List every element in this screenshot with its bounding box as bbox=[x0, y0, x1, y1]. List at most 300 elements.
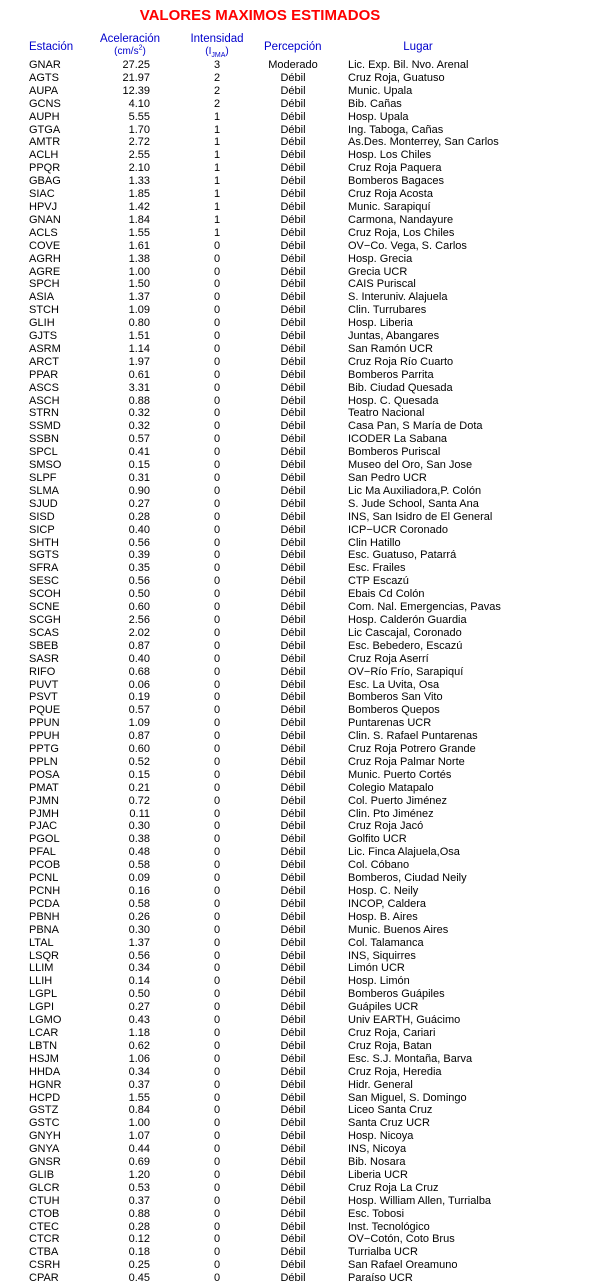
cell-estacion: GNAR bbox=[29, 59, 61, 71]
cell-intensidad: 0 bbox=[213, 859, 221, 872]
cell-lugar: INS, Nicoya bbox=[348, 1143, 407, 1156]
cell-intensidad: 0 bbox=[213, 1026, 221, 1039]
table-row bbox=[0, 872, 590, 885]
cell-aceleracion: 0.34 bbox=[128, 962, 150, 975]
cell-estacion: SGTS bbox=[29, 549, 59, 562]
cell-percepcion: Débil bbox=[280, 1065, 306, 1078]
cell-intensidad: 1 bbox=[213, 136, 221, 149]
cell-aceleracion: 0.16 bbox=[128, 885, 150, 897]
cell-lugar: Bib. Cañas bbox=[348, 97, 402, 110]
cell-percepcion: Débil bbox=[280, 691, 306, 704]
cell-estacion: CTUH bbox=[29, 1194, 60, 1207]
cell-lugar: Liberia UCR bbox=[348, 1168, 408, 1181]
table-row bbox=[0, 330, 590, 343]
table-row bbox=[0, 72, 590, 85]
cell-percepcion: Débil bbox=[280, 897, 306, 910]
cell-lugar: Inst. Tecnológico bbox=[348, 1220, 430, 1233]
table-row bbox=[0, 1079, 590, 1092]
cell-estacion: SCNE bbox=[29, 601, 60, 614]
table-row bbox=[0, 562, 590, 575]
cell-aceleracion: 3.31 bbox=[128, 381, 150, 394]
table-row bbox=[0, 666, 590, 679]
cell-percepcion: Débil bbox=[280, 110, 306, 123]
cell-aceleracion: 0.37 bbox=[128, 1194, 150, 1207]
table-row bbox=[0, 369, 590, 382]
unit-sub: JMA bbox=[211, 52, 226, 59]
cell-estacion: PCNL bbox=[29, 872, 59, 885]
cell-aceleracion: 1.50 bbox=[128, 278, 150, 291]
table-row bbox=[0, 653, 590, 666]
cell-lugar: Bib. Nosara bbox=[348, 1156, 406, 1169]
cell-intensidad: 0 bbox=[213, 317, 221, 330]
table-row bbox=[0, 227, 590, 240]
cell-aceleracion: 0.53 bbox=[128, 1181, 150, 1194]
cell-percepcion: Débil bbox=[280, 1220, 306, 1233]
table-row bbox=[0, 1092, 590, 1105]
cell-percepcion: Débil bbox=[280, 820, 306, 833]
cell-intensidad: 0 bbox=[213, 433, 221, 446]
cell-percepcion: Débil bbox=[280, 446, 306, 459]
cell-estacion: LLIH bbox=[29, 975, 53, 988]
cell-percepcion: Débil bbox=[280, 1014, 306, 1027]
table-row bbox=[0, 420, 590, 433]
cell-percepcion: Débil bbox=[280, 872, 306, 885]
cell-percepcion: Débil bbox=[280, 149, 306, 162]
cell-estacion: LCAR bbox=[29, 1026, 59, 1039]
table-row bbox=[0, 769, 590, 782]
cell-estacion: PPUH bbox=[29, 730, 60, 743]
header-aceleracion-unit bbox=[85, 46, 175, 58]
cell-estacion: SCAS bbox=[29, 626, 59, 639]
cell-aceleracion: 0.45 bbox=[128, 1272, 150, 1285]
cell-intensidad: 0 bbox=[213, 755, 221, 768]
cell-intensidad: 0 bbox=[213, 291, 221, 304]
cell-percepcion: Moderado bbox=[268, 59, 318, 71]
cell-percepcion: Débil bbox=[280, 472, 306, 484]
cell-percepcion: Débil bbox=[280, 355, 306, 368]
cell-percepcion: Débil bbox=[280, 846, 306, 859]
table-row bbox=[0, 833, 590, 846]
cell-lugar: As.Des. Monterrey, San Carlos bbox=[348, 136, 499, 149]
header-intensidad bbox=[172, 33, 262, 58]
table-row bbox=[0, 266, 590, 279]
cell-lugar: Ebais Cd Colón bbox=[348, 588, 425, 601]
cell-intensidad: 0 bbox=[213, 562, 221, 575]
cell-estacion: LSQR bbox=[29, 949, 59, 962]
table-row bbox=[0, 1104, 590, 1117]
cell-lugar: Cruz Roja La Cruz bbox=[348, 1181, 439, 1194]
cell-estacion: GLIH bbox=[29, 317, 55, 330]
cell-percepcion: Débil bbox=[280, 394, 306, 407]
cell-aceleracion: 1.20 bbox=[128, 1168, 150, 1181]
cell-estacion: PPLN bbox=[29, 755, 58, 768]
cell-estacion: CTOB bbox=[29, 1207, 60, 1220]
cell-percepcion: Débil bbox=[280, 175, 306, 188]
cell-percepcion: Débil bbox=[280, 949, 306, 962]
cell-lugar: Munic. Sarapiquí bbox=[348, 200, 431, 213]
cell-aceleracion: 1.33 bbox=[128, 175, 150, 188]
table-row bbox=[0, 691, 590, 704]
cell-lugar: Bomberos Parrita bbox=[348, 368, 434, 381]
cell-intensidad: 0 bbox=[213, 1272, 221, 1285]
table-row bbox=[0, 85, 590, 98]
cell-intensidad: 0 bbox=[213, 1039, 221, 1052]
cell-estacion: CTCR bbox=[29, 1233, 60, 1246]
table-row bbox=[0, 1169, 590, 1182]
cell-lugar: Munic. Upala bbox=[348, 84, 413, 97]
unit-part: ) bbox=[225, 46, 229, 57]
cell-intensidad: 0 bbox=[213, 897, 221, 910]
table-row bbox=[0, 304, 590, 317]
cell-aceleracion: 0.28 bbox=[128, 510, 150, 523]
cell-estacion: ASCH bbox=[29, 394, 60, 407]
cell-percepcion: Débil bbox=[280, 330, 306, 343]
cell-intensidad: 1 bbox=[213, 188, 221, 201]
cell-percepcion: Débil bbox=[280, 678, 306, 691]
cell-percepcion: Débil bbox=[280, 342, 306, 355]
table-row bbox=[0, 846, 590, 859]
table-row bbox=[0, 1156, 590, 1169]
table-row bbox=[0, 240, 590, 253]
cell-intensidad: 0 bbox=[213, 1246, 221, 1259]
table-row bbox=[0, 962, 590, 975]
cell-intensidad: 3 bbox=[213, 59, 221, 71]
cell-intensidad: 1 bbox=[213, 213, 221, 226]
cell-lugar: Santa Cruz UCR bbox=[348, 1117, 430, 1130]
cell-percepcion: Débil bbox=[280, 730, 306, 743]
cell-aceleracion: 0.35 bbox=[128, 562, 150, 575]
cell-lugar: Esc. Bebedero, Escazú bbox=[348, 639, 463, 652]
cell-percepcion: Débil bbox=[280, 188, 306, 201]
cell-lugar: Golfito UCR bbox=[348, 833, 407, 846]
cell-percepcion: Débil bbox=[280, 562, 306, 575]
table-row bbox=[0, 511, 590, 524]
table-row bbox=[0, 524, 590, 537]
cell-percepcion: Débil bbox=[280, 71, 306, 84]
cell-percepcion: Débil bbox=[280, 665, 306, 678]
cell-estacion: RIFO bbox=[29, 665, 56, 678]
header-aceleracion-label: Aceleración bbox=[99, 33, 161, 45]
cell-percepcion: Débil bbox=[280, 1272, 306, 1285]
cell-aceleracion: 0.18 bbox=[128, 1246, 150, 1259]
cell-aceleracion: 0.90 bbox=[128, 484, 150, 497]
cell-estacion: SPCH bbox=[29, 278, 60, 291]
cell-lugar: Com. Nal. Emergencias, Pavas bbox=[348, 601, 501, 614]
cell-estacion: PUVT bbox=[29, 678, 59, 691]
cell-percepcion: Débil bbox=[280, 962, 306, 975]
table-row bbox=[0, 278, 590, 291]
cell-lugar: CTP Escazú bbox=[348, 575, 409, 588]
cell-aceleracion: 2.02 bbox=[128, 626, 150, 639]
cell-aceleracion: 0.87 bbox=[128, 639, 150, 652]
cell-intensidad: 0 bbox=[213, 885, 221, 897]
cell-estacion: HSJM bbox=[29, 1052, 59, 1065]
cell-percepcion: Débil bbox=[280, 859, 306, 872]
cell-aceleracion: 0.37 bbox=[128, 1078, 150, 1091]
table-row bbox=[0, 640, 590, 653]
cell-lugar: Lic. Exp. Bil. Nvo. Arenal bbox=[348, 59, 469, 71]
cell-lugar: Hosp. Nicoya bbox=[348, 1130, 414, 1143]
cell-intensidad: 0 bbox=[213, 639, 221, 652]
table-row bbox=[0, 1040, 590, 1053]
cell-aceleracion: 1.37 bbox=[128, 936, 150, 949]
cell-intensidad: 0 bbox=[213, 407, 221, 420]
cell-intensidad: 0 bbox=[213, 1104, 221, 1117]
cell-percepcion: Débil bbox=[280, 407, 306, 420]
cell-lugar: Hosp. Calderón Guardia bbox=[348, 613, 467, 626]
cell-estacion: LGMO bbox=[29, 1014, 62, 1027]
cell-lugar: Col. Talamanca bbox=[348, 936, 424, 949]
cell-aceleracion: 0.30 bbox=[128, 923, 150, 936]
cell-percepcion: Débil bbox=[280, 652, 306, 665]
cell-estacion: GBAG bbox=[29, 175, 61, 188]
cell-percepcion: Débil bbox=[280, 781, 306, 794]
cell-percepcion: Débil bbox=[280, 213, 306, 226]
cell-lugar: Cruz Roja, Heredia bbox=[348, 1065, 442, 1078]
unit-part: (cm/s bbox=[114, 46, 139, 57]
cell-lugar: Bomberos Guápiles bbox=[348, 988, 445, 1001]
table-row bbox=[0, 291, 590, 304]
cell-intensidad: 0 bbox=[213, 872, 221, 885]
cell-intensidad: 0 bbox=[213, 678, 221, 691]
cell-intensidad: 0 bbox=[213, 1001, 221, 1014]
cell-estacion: PFAL bbox=[29, 846, 56, 859]
cell-aceleracion: 0.26 bbox=[128, 910, 150, 923]
cell-estacion: LGPL bbox=[29, 988, 58, 1001]
cell-lugar: Cruz Roja, Cariari bbox=[348, 1026, 436, 1039]
table-row bbox=[0, 782, 590, 795]
cell-estacion: GNAN bbox=[29, 213, 61, 226]
table-row bbox=[0, 601, 590, 614]
cell-estacion: PQUE bbox=[29, 704, 61, 717]
cell-percepcion: Débil bbox=[280, 381, 306, 394]
table-row bbox=[0, 1195, 590, 1208]
cell-lugar: Col. Cóbano bbox=[348, 859, 410, 872]
cell-intensidad: 0 bbox=[213, 846, 221, 859]
table-row bbox=[0, 575, 590, 588]
cell-estacion: SESC bbox=[29, 575, 59, 588]
cell-lugar: Limón UCR bbox=[348, 962, 405, 975]
cell-lugar: Hosp. C. Neily bbox=[348, 885, 419, 897]
cell-estacion: HGNR bbox=[29, 1078, 62, 1091]
cell-aceleracion: 0.72 bbox=[128, 794, 150, 807]
cell-aceleracion: 0.84 bbox=[128, 1104, 150, 1117]
table-row bbox=[0, 1130, 590, 1143]
cell-percepcion: Débil bbox=[280, 484, 306, 497]
cell-estacion: GCNS bbox=[29, 97, 61, 110]
cell-intensidad: 0 bbox=[213, 265, 221, 278]
cell-lugar: San Ramón UCR bbox=[348, 342, 433, 355]
cell-intensidad: 0 bbox=[213, 252, 221, 265]
cell-lugar: Grecia UCR bbox=[348, 265, 408, 278]
cell-aceleracion: 1.84 bbox=[128, 213, 150, 226]
table-row bbox=[0, 627, 590, 640]
cell-lugar: OV−Río Frío, Sarapiquí bbox=[348, 665, 464, 678]
cell-estacion: PJMN bbox=[29, 794, 59, 807]
cell-estacion: AMTR bbox=[29, 136, 61, 149]
cell-lugar: Hosp. Los Chiles bbox=[348, 149, 432, 162]
cell-percepcion: Débil bbox=[280, 200, 306, 213]
cell-aceleracion: 21.97 bbox=[122, 71, 150, 84]
cell-estacion: LTAL bbox=[29, 936, 54, 949]
cell-aceleracion: 0.12 bbox=[128, 1233, 150, 1246]
table-row bbox=[0, 885, 590, 898]
cell-estacion: PJAC bbox=[29, 820, 58, 833]
cell-aceleracion: 1.61 bbox=[128, 239, 150, 252]
cell-estacion: GLCR bbox=[29, 1181, 60, 1194]
cell-aceleracion: 2.56 bbox=[128, 613, 150, 626]
table-row bbox=[0, 911, 590, 924]
cell-intensidad: 0 bbox=[213, 1052, 221, 1065]
cell-lugar: Museo del Oro, San Jose bbox=[348, 459, 473, 472]
cell-aceleracion: 0.62 bbox=[128, 1039, 150, 1052]
cell-aceleracion: 0.58 bbox=[128, 859, 150, 872]
cell-aceleracion: 1.42 bbox=[128, 200, 150, 213]
table-row bbox=[0, 1014, 590, 1027]
table-row bbox=[0, 950, 590, 963]
cell-lugar: Lic Cascajal, Coronado bbox=[348, 626, 462, 639]
cell-intensidad: 0 bbox=[213, 497, 221, 510]
cell-intensidad: 1 bbox=[213, 149, 221, 162]
cell-lugar: Guápiles UCR bbox=[348, 1001, 419, 1014]
cell-estacion: SISD bbox=[29, 510, 55, 523]
cell-percepcion: Débil bbox=[280, 743, 306, 756]
cell-aceleracion: 0.69 bbox=[128, 1156, 150, 1169]
table-row bbox=[0, 149, 590, 162]
cell-estacion: AUPH bbox=[29, 110, 60, 123]
cell-lugar: Clin. Turrubares bbox=[348, 304, 427, 317]
table-row bbox=[0, 459, 590, 472]
unit-sup: 2 bbox=[138, 44, 143, 52]
cell-intensidad: 0 bbox=[213, 484, 221, 497]
cell-lugar: Teatro Nacional bbox=[348, 407, 425, 420]
cell-aceleracion: 0.87 bbox=[128, 730, 150, 743]
cell-percepcion: Débil bbox=[280, 1207, 306, 1220]
table-row bbox=[0, 1221, 590, 1234]
cell-aceleracion: 2.10 bbox=[128, 162, 150, 175]
cell-aceleracion: 0.57 bbox=[128, 433, 150, 446]
cell-aceleracion: 0.15 bbox=[128, 768, 150, 781]
cell-estacion: SCOH bbox=[29, 588, 61, 601]
header-estacion: Estación bbox=[29, 41, 74, 53]
cell-estacion: AGRH bbox=[29, 252, 61, 265]
cell-aceleracion: 0.57 bbox=[128, 704, 150, 717]
table-row bbox=[0, 1246, 590, 1259]
cell-lugar: Cruz Roja, Batan bbox=[348, 1039, 432, 1052]
cell-intensidad: 0 bbox=[213, 1233, 221, 1246]
cell-aceleracion: 1.70 bbox=[128, 123, 150, 136]
cell-aceleracion: 1.37 bbox=[128, 291, 150, 304]
cell-estacion: CTEC bbox=[29, 1220, 59, 1233]
cell-percepcion: Débil bbox=[280, 1156, 306, 1169]
cell-lugar: S. Jude School, Santa Ana bbox=[348, 497, 479, 510]
cell-percepcion: Débil bbox=[280, 1001, 306, 1014]
cell-aceleracion: 0.27 bbox=[128, 1001, 150, 1014]
cell-intensidad: 0 bbox=[213, 936, 221, 949]
cell-estacion: SLMA bbox=[29, 484, 59, 497]
header-percepcion: Percepción bbox=[264, 41, 322, 53]
table-row bbox=[0, 1066, 590, 1079]
table-row bbox=[0, 717, 590, 730]
cell-estacion: PGOL bbox=[29, 833, 60, 846]
table-row bbox=[0, 356, 590, 369]
cell-lugar: CAIS Puriscal bbox=[348, 278, 416, 291]
table-row bbox=[0, 407, 590, 420]
cell-intensidad: 0 bbox=[213, 510, 221, 523]
cell-lugar: Puntarenas UCR bbox=[348, 717, 432, 730]
cell-aceleracion: 0.80 bbox=[128, 317, 150, 330]
cell-intensidad: 1 bbox=[213, 162, 221, 175]
cell-lugar: Paraíso UCR bbox=[348, 1272, 413, 1285]
cell-estacion: SMSO bbox=[29, 459, 62, 472]
table-row bbox=[0, 395, 590, 408]
table-row bbox=[0, 614, 590, 627]
cell-aceleracion: 2.72 bbox=[128, 136, 150, 149]
table-row bbox=[0, 537, 590, 550]
cell-percepcion: Débil bbox=[280, 317, 306, 330]
header-intensidad-label: Intensidad bbox=[190, 33, 244, 45]
cell-percepcion: Débil bbox=[280, 833, 306, 846]
cell-intensidad: 0 bbox=[213, 794, 221, 807]
cell-aceleracion: 0.25 bbox=[128, 1259, 150, 1272]
cell-lugar: Hosp. Liberia bbox=[348, 317, 413, 330]
cell-estacion: PPQR bbox=[29, 162, 61, 175]
cell-intensidad: 0 bbox=[213, 820, 221, 833]
cell-percepcion: Débil bbox=[280, 123, 306, 136]
table-row bbox=[0, 382, 590, 395]
cell-estacion: SIAC bbox=[29, 188, 55, 201]
cell-percepcion: Débil bbox=[280, 1233, 306, 1246]
cell-intensidad: 0 bbox=[213, 278, 221, 291]
cell-percepcion: Débil bbox=[280, 975, 306, 988]
table-row bbox=[0, 975, 590, 988]
cell-aceleracion: 1.09 bbox=[128, 304, 150, 317]
cell-estacion: PCNH bbox=[29, 885, 61, 897]
cell-aceleracion: 1.18 bbox=[128, 1026, 150, 1039]
table-row bbox=[0, 1233, 590, 1246]
cell-lugar: Hosp. B. Aires bbox=[348, 910, 418, 923]
cell-estacion: CPAR bbox=[29, 1272, 59, 1285]
cell-estacion: PMAT bbox=[29, 781, 59, 794]
cell-aceleracion: 0.56 bbox=[128, 575, 150, 588]
unit-part: ) bbox=[142, 46, 146, 57]
cell-lugar: OV−Cotón, Coto Brus bbox=[348, 1233, 455, 1246]
cell-percepcion: Débil bbox=[280, 1052, 306, 1065]
cell-aceleracion: 1.51 bbox=[128, 330, 150, 343]
cell-aceleracion: 0.31 bbox=[128, 472, 150, 484]
cell-lugar: OV−Co. Vega, S. Carlos bbox=[348, 239, 467, 252]
table-row bbox=[0, 136, 590, 149]
table-row bbox=[0, 704, 590, 717]
cell-aceleracion: 0.60 bbox=[128, 743, 150, 756]
table-row bbox=[0, 1001, 590, 1014]
cell-estacion: AGTS bbox=[29, 71, 59, 84]
table-row bbox=[0, 188, 590, 201]
cell-aceleracion: 0.11 bbox=[129, 807, 150, 820]
cell-lugar: Ing. Taboga, Cañas bbox=[348, 123, 444, 136]
cell-percepcion: Débil bbox=[280, 755, 306, 768]
cell-intensidad: 0 bbox=[213, 239, 221, 252]
table-row bbox=[0, 214, 590, 227]
cell-lugar: ICODER La Sabana bbox=[348, 433, 448, 446]
cell-lugar: Esc. Tobosi bbox=[348, 1207, 405, 1220]
cell-intensidad: 0 bbox=[213, 355, 221, 368]
cell-aceleracion: 1.09 bbox=[128, 717, 150, 730]
cell-percepcion: Débil bbox=[280, 885, 306, 897]
cell-lugar: Univ EARTH, Guácimo bbox=[348, 1014, 461, 1027]
table-row bbox=[0, 988, 590, 1001]
cell-aceleracion: 0.50 bbox=[128, 988, 150, 1001]
